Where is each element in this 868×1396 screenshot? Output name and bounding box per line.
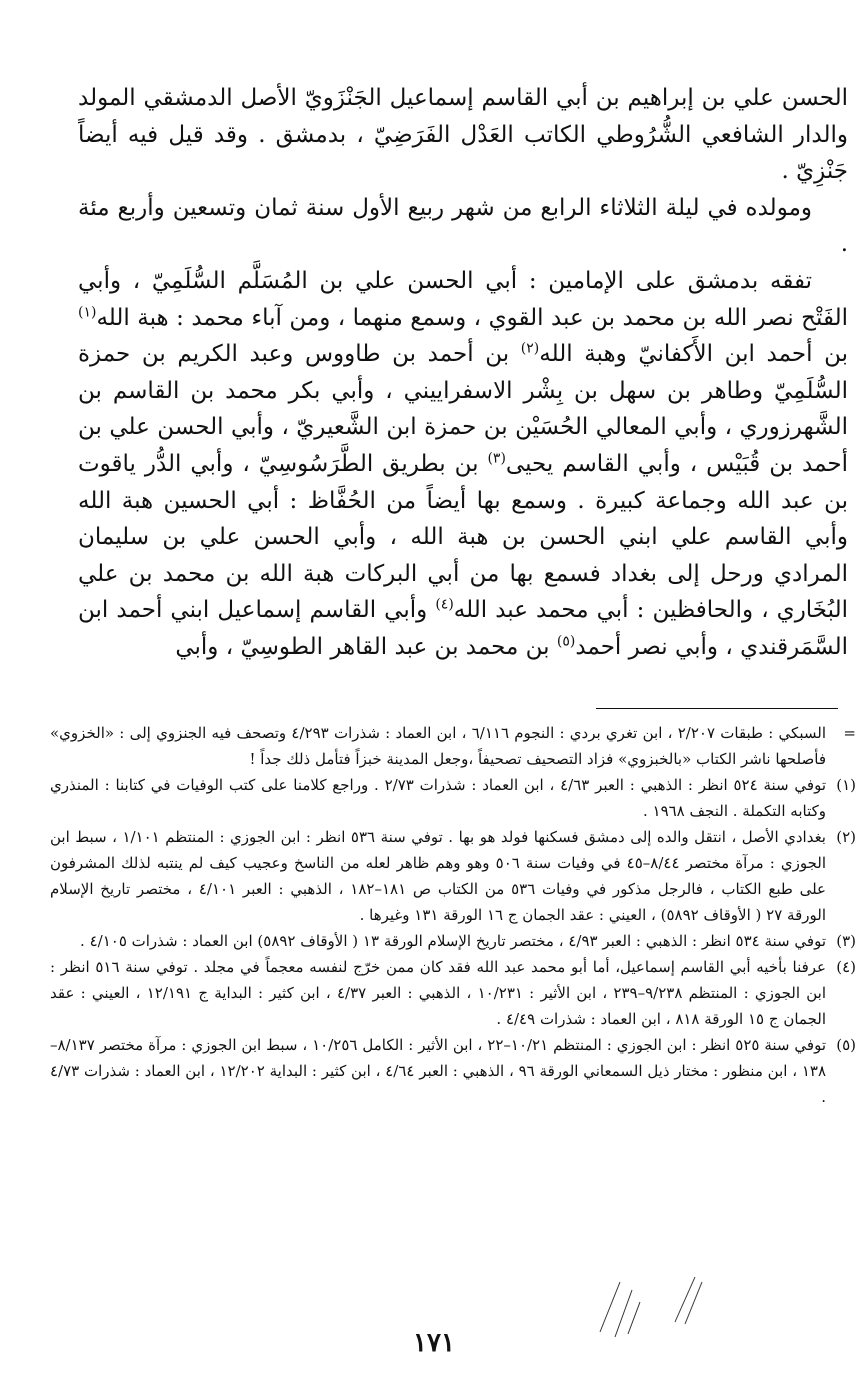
footnote-text: عرفنا بأخيه أبي القاسم إسماعيل، أما أبو محمد عبد الله فقد كان ممن خرّج لنفسه معجماً في مجلد . توفي سنة ٥١٦ انظر : ابن الجوزي : المنتظم ٩/٢٣٨–٢٣٩ ، ابن الأثير : ١٠/٢٣١ ، الذهبي : العبر ٤/٣٧ ، ابن كثير : البداية ج ١٢/١٩١ ، العيني : عقد الجمان ج ١٥ الورقة ٨١٨ ، ابن العماد : شذرات ٤/٤٩ . [50,958,826,1028]
footnote-5 [50,1032,856,1110]
footnote-marker: (٣) [836,932,856,950]
paragraph-3-text: بن أحمد بن طاووس وعبد الكريم بن حمزة السُّلَمِيّ وطاهر بن سهل بن بِشْر الاسفراييني ، وأبي بكر محمد بن القاسم بن الشَّهرزوري ، وأبي المعالي الحُسَيْن بن حمزة ابن الشَّعيريّ ، وأبي الحسن علي بن أحمد بن قُبَيْس ، وأبي القاسم يحيى [78,341,848,477]
footnote-ref-5: (٥) [556,633,576,650]
footnote-marker: (٢) [836,828,856,846]
main-text [78,80,848,666]
footnote-1 [50,772,856,824]
paragraph-3-text: بن محمد بن عبد القاهر الطوسِيّ ، وأبي [175,633,557,660]
page-number: ١٧١ [413,1328,455,1358]
paragraph-3 [78,263,848,666]
paragraph-3-text: تفقه بدمشق على الإمامين : أبي الحسن علي بن المُسَلَّم السُّلَمِيّ ، وأبي الفَتْح نصر الله بن محمد بن عبد القوي ، وسمع منهما ، ومن آباء محمد : هبة الله [78,267,848,331]
footnotes [50,720,856,1110]
footnote-marker: (١) [836,776,856,794]
paragraph-1: الحسن علي بن إبراهيم بن أبي القاسم إسماعيل الجَنْزَويّ الأصل الدمشقي المولد والدار الشافعي الشُّرُوطي الكاتب العَدْل الفَرَضِيّ ، بدمشق . وقد قيل فيه أيضاً جَنْزِيّ . [78,85,848,185]
footnote-ref-3: (٣) [487,450,506,467]
footnote-3 [50,928,856,954]
paragraph-2: ومولده في ليلة الثلاثاء الرابع من شهر ربيع الأول سنة ثمان وتسعين وأربع مئة . [78,194,848,258]
paragraph-3-text: بن بطريق الطَّرَسُوسِيّ ، وأبي الدُّر ياقوت بن عبد الله وجماعة كبيرة . وسمع بها أيضاً من الحُفَّاظ : أبي الحسين هبة الله وأبي القاسم علي ابني الحسن بن هبة الله ، وأبي الحسن علي بن سليمان المرادي ورحل إلى بغداد فسمع بها من أبي البركات هبة الله بن محمد بن علي البُخَاري ، والحافظين : أبي محمد عبد الله [78,450,848,624]
footnote-2 [50,824,856,928]
footnote-ref-2: (٢) [520,340,540,357]
footnote-text: توفي سنة ٥٢٥ انظر : ابن الجوزي : المنتظم ١٠/٢١–٢٢ ، ابن الأثير : الكامل ١٠/٢٥٦ ، سبط ابن الجوزي : مرآة مختصر ٨/١٣٧–١٣٨ ، ابن منظور : مختار ذيل السمعاني الورقة ٩٦ ، الذهبي : العبر ٤/٦٤ ، ابن كثير : البداية ١٢/٢٠٢ ، ابن العماد : شذرات ٤/٧٣ . [50,1036,826,1106]
footnote-marker: = [843,724,856,742]
footnote-text: السبكي : طبقات ٢/٢٠٧ ، ابن تغري بردي : النجوم ٦/١١٦ ، ابن العماد : شذرات ٤/٢٩٣ وتصحف فيه الجنزوي إلى : «الخزوي» فأصلحها ناشر الكتاب «بالخبزوي» فزاد التصحيف تصحيفاً ،وجعل المدينة خبزاً فتأمل ذلك جداً ! [50,724,826,768]
paragraph-3-text: وأبي القاسم إسماعيل ابني أحمد ابن السَّمَرقندي ، وأبي نصر أحمد [78,597,848,660]
footnote-text: توفي سنة ٥٢٤ انظر : الذهبي : العبر ٤/٦٣ ، ابن العماد : شذرات ٢/٧٣ . وراجع كلامنا على كتب الوفيات في كتابنا : المنذري وكتابه التكملة . النجف ١٩٦٨ . [50,776,826,820]
footnote-continuation [50,720,856,772]
paragraph-3-text: بن أحمد ابن الأَكفانيّ وهبة الله [539,341,848,368]
footnote-4 [50,954,856,1032]
footnote-text: بغدادي الأصل ، انتقل والده إلى دمشق فسكنها فولد هو بها . توفي سنة ٥٣٦ انظر : ابن الجوزي : المنتظم ١/١٠١ ، سبط ابن الجوزي : مرآة مختصر ٨/٤٤–٤٥ في وفيات سنة ٥٠٦ وهو وهم ظاهر لعله من الناسخ وعجيب كيف لم ينتبه لذلك المشرفون على طبع الكتاب ، فالرجل مذكور في وفيات ٥٣٦ من الكتاب ص ١٨١–١٨٢ ، الذهبي : العبر ٤/١٠١ ، مختصر تاريخ الإسلام الورقة ٢٧ ( الأوقاف ٥٨٩٢) ، العيني : عقد الجمان ج ١٦ الورقة ١٣١ وغيرها . [50,828,827,924]
footnote-ref-4: (٤) [435,596,454,613]
footnote-divider [596,708,838,709]
footnote-text: توفي سنة ٥٣٤ انظر : الذهبي : العبر ٤/٩٣ ، مختصر تاريخ الإسلام الورقة ١٣ ( الأوقاف ٥٨٩٢) ابن العماد : شذرات ٤/١٠٥ . [80,932,826,950]
footnote-ref-1: (١) [78,303,97,320]
footnote-marker: (٥) [836,1036,856,1054]
footnote-marker: (٤) [836,958,856,976]
